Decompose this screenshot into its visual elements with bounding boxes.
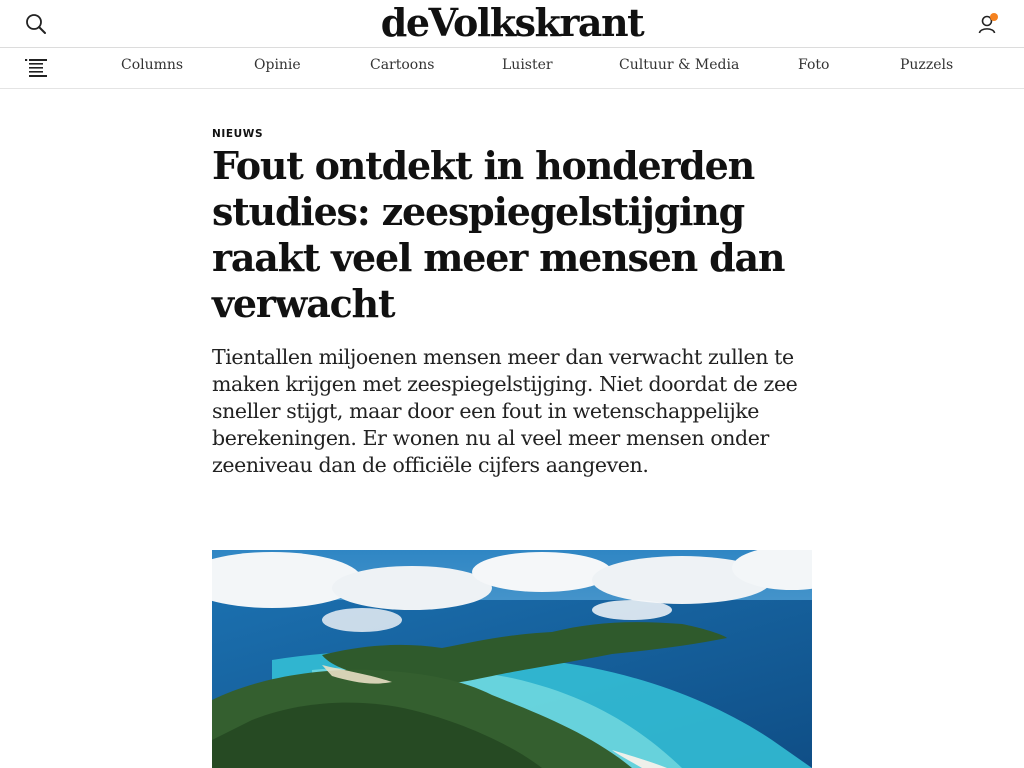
- nav-item-foto[interactable]: Foto: [798, 57, 830, 73]
- article-hero-image: [212, 550, 812, 768]
- top-bar: [0, 0, 1024, 48]
- article-lead: Tientallen miljoenen mensen meer dan verwacht zullen te maken krijgen met zeespiegelstijging. Niet doordat de zee sneller stijgt, maar door een fout in wetenschappelijke berekeningen. Er wonen nu al veel meer mensen onder zeeniveau dan de officiële cijfers aangeven.: [212, 345, 798, 477]
- menu-button[interactable]: [25, 59, 47, 77]
- main-nav: [0, 48, 1024, 89]
- nav-item-columns[interactable]: Columns: [121, 57, 184, 73]
- site-logo[interactable]: deVolkskrant: [380, 0, 644, 45]
- menu-icon: [25, 59, 47, 77]
- island-photo: [212, 550, 812, 768]
- nav-item-luister[interactable]: Luister: [502, 57, 553, 73]
- nav-item-puzzels[interactable]: Puzzels: [900, 57, 954, 73]
- nav-item-opinie[interactable]: Opinie: [254, 57, 301, 73]
- notification-badge: [990, 13, 998, 21]
- article-headline: Fout ontdekt in honderden studies: zeespiegelstijging raakt veel meer mensen dan verwacht: [212, 143, 785, 326]
- account-button[interactable]: [976, 12, 1000, 36]
- nav-item-cultuur-media[interactable]: Cultuur & Media: [619, 57, 740, 73]
- nav-item-cartoons[interactable]: Cartoons: [370, 57, 435, 73]
- section-label[interactable]: NIEUWS: [212, 128, 264, 140]
